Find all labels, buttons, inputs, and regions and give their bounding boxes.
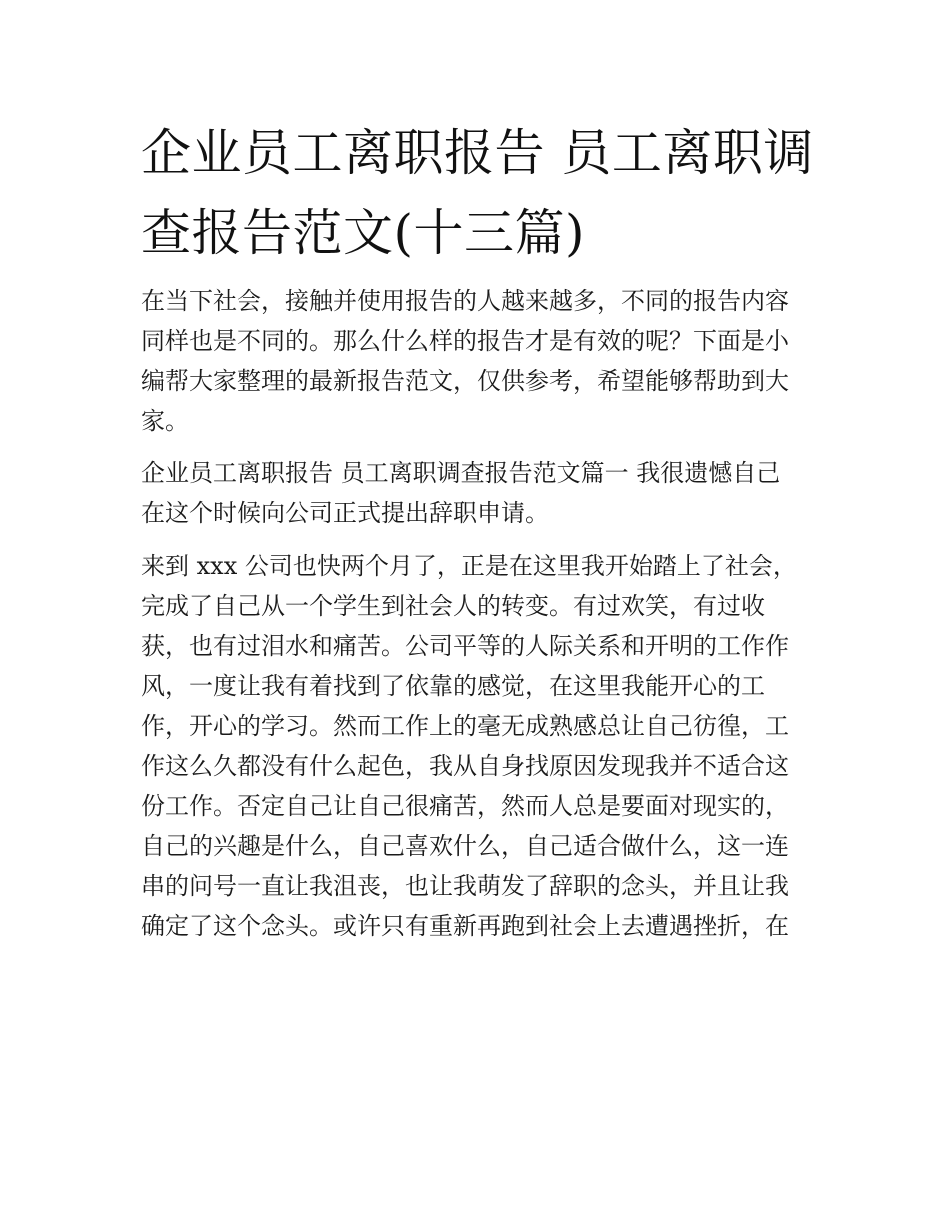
text-line: 完成了自己从一个学生到社会人的转变。有过欢笑，有过收 <box>141 591 765 620</box>
text-line: 企业员工离职报告 员工离职调查报告范文篇一 我很遗憾自己 <box>141 459 781 488</box>
document-title <box>141 113 821 273</box>
title-line: 企业员工离职报告 员工离职调 <box>141 124 814 182</box>
text-line: 同样也是不同的。那么什么样的报告才是有效的呢？下面是小 <box>141 327 789 355</box>
text-line: 作，开心的学习。然而工作上的毫无成熟感总让自己彷徨，工 <box>141 711 789 740</box>
text-line: 串的问号一直让我沮丧，也让我萌发了辞职的念头，并且让我 <box>141 871 789 900</box>
document-body <box>141 281 841 958</box>
text-line: 编帮大家整理的最新报告范文，仅供参考，希望能够帮助到大 <box>141 367 789 395</box>
title-line: 查报告范文(十三篇) <box>141 204 586 262</box>
paragraph-heading-one <box>141 453 841 533</box>
text-line: 自己的兴趣是什么，自己喜欢什么，自己适合做什么，这一连 <box>141 831 789 860</box>
text-line: 来到 xxx 公司也快两个月了，正是在这里我开始踏上了社会， <box>141 551 797 580</box>
text-line: 在当下社会，接触并使用报告的人越来越多，不同的报告内容 <box>141 287 789 315</box>
paragraph-intro <box>141 281 841 441</box>
text-line: 家。 <box>141 407 189 435</box>
text-line: 作这么久都没有什么起色，我从自身找原因发现我并不适合这 <box>141 751 789 780</box>
text-line: 确定了这个念头。或许只有重新再跑到社会上去遭遇挫折，在 <box>141 911 789 940</box>
text-line: 在这个时候向公司正式提出辞职申请。 <box>141 499 549 528</box>
text-line: 份工作。否定自己让自己很痛苦，然而人总是要面对现实的， <box>141 791 789 820</box>
paragraph-body <box>141 546 841 946</box>
text-line: 获，也有过泪水和痛苦。公司平等的人际关系和开明的工作作 <box>141 631 789 660</box>
text-line: 风，一度让我有着找到了依靠的感觉，在这里我能开心的工 <box>141 671 765 700</box>
